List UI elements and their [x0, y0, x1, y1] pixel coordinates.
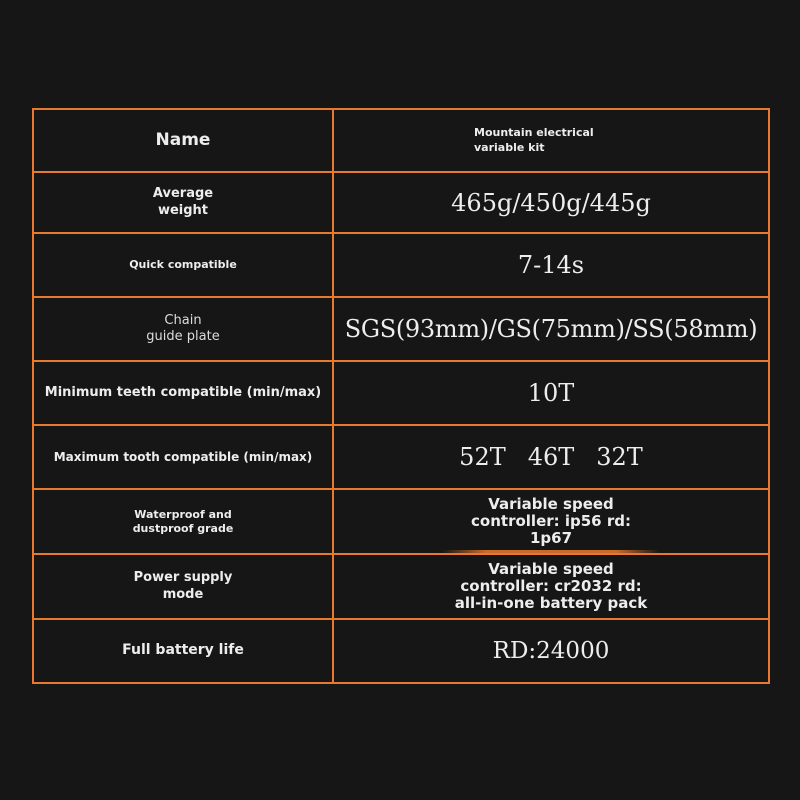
- row-value: [333, 361, 769, 425]
- value-line: Variable speed: [488, 495, 614, 514]
- label-line: Average: [152, 186, 214, 202]
- value-line: controller: ip56 rd:: [471, 512, 631, 531]
- row-label: [33, 425, 333, 489]
- value-line: controller: cr2032 rd:: [460, 577, 642, 596]
- label-line: Power supply: [133, 570, 233, 586]
- spec-table: [32, 108, 770, 684]
- row-value: [333, 619, 769, 683]
- value-line: 465g/450g/445g: [451, 188, 651, 217]
- row-value: [333, 233, 769, 297]
- accent-underline: [442, 550, 660, 553]
- label-line: Quick compatible: [129, 258, 237, 272]
- value-part: 32T: [596, 443, 643, 471]
- row-chain-guide-plate: [33, 297, 769, 361]
- value-line: RD:24000: [492, 638, 610, 664]
- value-line: SGS(93mm)/GS(75mm)/SS(58mm): [344, 315, 758, 343]
- label-line: Full battery life: [122, 642, 244, 659]
- row-name: [33, 109, 769, 172]
- row-value: [333, 554, 769, 619]
- row-value: [333, 172, 769, 233]
- value-line: 7-14s: [517, 251, 585, 279]
- label-line: dustproof grade: [132, 521, 234, 535]
- row-battery-life: [33, 619, 769, 683]
- value-line: all-in-one battery pack: [454, 593, 648, 612]
- value-part: 52T: [459, 443, 506, 471]
- row-label: [33, 489, 333, 554]
- label-line: weight: [157, 202, 209, 218]
- row-label: [33, 297, 333, 361]
- row-value: [333, 109, 769, 172]
- row-label: [33, 361, 333, 425]
- row-waterproof-grade: [33, 489, 769, 554]
- row-quick-compatible: [33, 233, 769, 297]
- label-line: guide plate: [146, 329, 220, 344]
- row-value: [333, 489, 769, 554]
- row-label: [33, 619, 333, 683]
- row-value: [333, 297, 769, 361]
- row-maximum-tooth: [33, 425, 769, 489]
- label-line: Chain: [164, 312, 202, 328]
- row-minimum-teeth: [33, 361, 769, 425]
- row-power-supply: [33, 554, 769, 619]
- row-label: [33, 554, 333, 619]
- label-line: mode: [162, 586, 204, 602]
- row-label: [33, 233, 333, 297]
- row-value: [333, 425, 769, 489]
- value-line: 1p67: [529, 528, 573, 547]
- label-line: Waterproof and: [134, 507, 232, 521]
- value-line: variable kit: [474, 140, 545, 154]
- label-line: Maximum tooth compatible (min/max): [53, 449, 313, 464]
- label-line: Minimum teeth compatible (min/max): [44, 384, 322, 400]
- row-label: [33, 109, 333, 172]
- value-part: 46T: [527, 443, 575, 471]
- value-line: 10T: [527, 379, 575, 407]
- row-average-weight: [33, 172, 769, 233]
- row-label: [33, 172, 333, 233]
- label-line: Name: [155, 129, 211, 150]
- value-line: Variable speed: [488, 560, 614, 579]
- value-line: Mountain electrical: [474, 126, 594, 140]
